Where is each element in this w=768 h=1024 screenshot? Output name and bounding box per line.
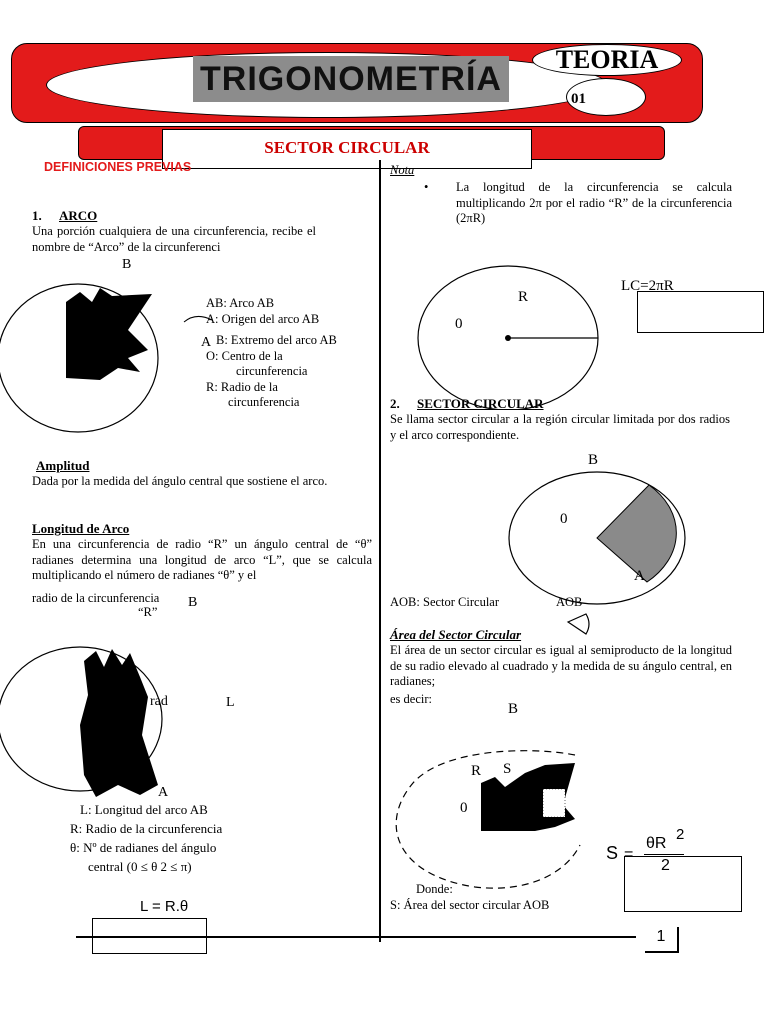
sector-heading xyxy=(390,396,544,412)
longitud-legend-range: central (0 ≤ θ 2 ≤ π) xyxy=(88,859,192,874)
longitud-legend xyxy=(70,800,222,876)
nota-figure xyxy=(410,260,610,410)
area-figure xyxy=(385,695,595,910)
nota-bullet: • xyxy=(424,180,429,194)
sector-figure xyxy=(500,440,700,620)
area-title: Área del Sector Circular xyxy=(390,627,522,642)
amplitud-text: Dada por la medida del ángulo central que sostiene el arco. xyxy=(32,474,328,488)
area-formula-fraction-bar xyxy=(644,854,684,855)
page-title: TRIGONOMETRÍA xyxy=(193,56,509,102)
definitions-heading: DEFINICIONES PREVIAS xyxy=(44,160,192,174)
nota-formula-box xyxy=(637,291,764,333)
area-s-definition: S: Área del sector circular AOB xyxy=(390,898,550,912)
longitud-label-l: L xyxy=(226,695,235,710)
sector-caption-right: AOB xyxy=(556,595,583,609)
sector-caption-left: AOB: Sector Circular xyxy=(390,595,500,609)
longitud-figure xyxy=(0,585,380,815)
longitud-label-a: A xyxy=(158,785,169,800)
arco-shaded-shape xyxy=(66,288,152,380)
arco-heading xyxy=(32,208,97,224)
longitud-label-rad: rad xyxy=(150,694,168,709)
nota-label-o: 0 xyxy=(455,316,463,332)
arco-number: 1. xyxy=(32,208,42,223)
area-label-s: S xyxy=(503,761,512,777)
arco-legend-r: R: Radio de la xyxy=(206,379,278,394)
nota-center-dot xyxy=(505,335,511,341)
arco-legend-a: A: Origen del arco AB xyxy=(206,311,320,326)
longitud-legend-l: L: Longitud del arco AB xyxy=(80,802,208,817)
area-formula-box xyxy=(624,856,742,912)
page-number: 1 xyxy=(645,927,679,953)
area-formula-num: θR xyxy=(646,835,667,852)
area-es-decir: es decir: xyxy=(390,692,432,706)
badge-title: TEORIA xyxy=(532,44,682,76)
sector-label-b: B xyxy=(588,452,599,468)
amplitud-title: Amplitud xyxy=(36,458,90,473)
sector-title: SECTOR CIRCULAR xyxy=(417,396,544,411)
longitud-label-b: B xyxy=(188,595,198,610)
area-dotted-patch xyxy=(543,789,565,817)
section-title: SECTOR CIRCULAR xyxy=(162,129,532,169)
longitud-text: En una circunferencia de radio “R” un ángulo central de “θ” radianes determina una longitud de arco “L”, que se calcula multiplicando el número de radianes “θ” y el xyxy=(32,537,372,582)
area-formula-s: S xyxy=(606,843,619,863)
nota-title: Nota xyxy=(390,163,415,177)
longitud-legend-r: R: Radio de la circunferencia xyxy=(70,821,223,836)
nota-label-r: R xyxy=(518,289,529,305)
footer-rule xyxy=(76,936,636,938)
area-formula-eq: = xyxy=(624,846,634,863)
nota-text: La longitud de la circunferencia se calcula multiplicando 2π por el radio “R” de la circunferencia (2πR) xyxy=(456,180,732,225)
longitud-title: Longitud de Arco xyxy=(32,521,130,536)
sector-label-o: 0 xyxy=(560,511,568,527)
arco-legend-r2: circunferencia xyxy=(228,395,300,409)
longitud-formula: L = R.θ xyxy=(140,898,189,915)
area-formula-exp: 2 xyxy=(676,826,685,843)
sector-label-a: A xyxy=(634,568,645,584)
longitud-legend-theta: θ: Nº de radianes del ángulo xyxy=(70,840,217,855)
longitud-r-label: “R” xyxy=(138,605,158,619)
area-text: El área de un sector circular es igual al semiproducto de la longitud de su radio elevado al cuadrado y la medida de su ángulo central, en radianes; xyxy=(390,643,732,688)
arco-title: ARCO xyxy=(59,208,98,223)
arco-label-b: B xyxy=(122,257,132,272)
arco-text: Una porción cualquiera de una circunferencia, recibe el nombre de “Arco” de la circunferenci xyxy=(32,224,316,254)
longitud-shaded-shape xyxy=(80,649,158,797)
longitud-last-line: radio de la circunferencia xyxy=(32,591,160,605)
area-label-b: B xyxy=(508,701,519,717)
arco-legend-ab: AB: Arco AB xyxy=(206,296,275,310)
area-label-r: R xyxy=(471,763,482,779)
arco-legend-b: B: Extremo del arco AB xyxy=(216,333,337,347)
badge-number: 01 xyxy=(566,78,646,116)
area-formula-den: 2 xyxy=(661,857,670,874)
area-donde: Donde: xyxy=(416,882,453,896)
arco-legend-o2: circunferencia xyxy=(236,364,308,378)
sector-number: 2. xyxy=(390,396,400,411)
sector-small-mark xyxy=(566,612,592,636)
arco-legend xyxy=(206,296,337,411)
nota-formula: LC=2πR xyxy=(621,278,674,294)
area-label-o: 0 xyxy=(460,800,468,816)
arco-label-a: A xyxy=(201,335,212,350)
arco-legend-o: O: Centro de la xyxy=(206,348,283,363)
sector-text: Se llama sector circular a la región circular limitada por dos radios y el arco correspondiente. xyxy=(390,412,730,442)
